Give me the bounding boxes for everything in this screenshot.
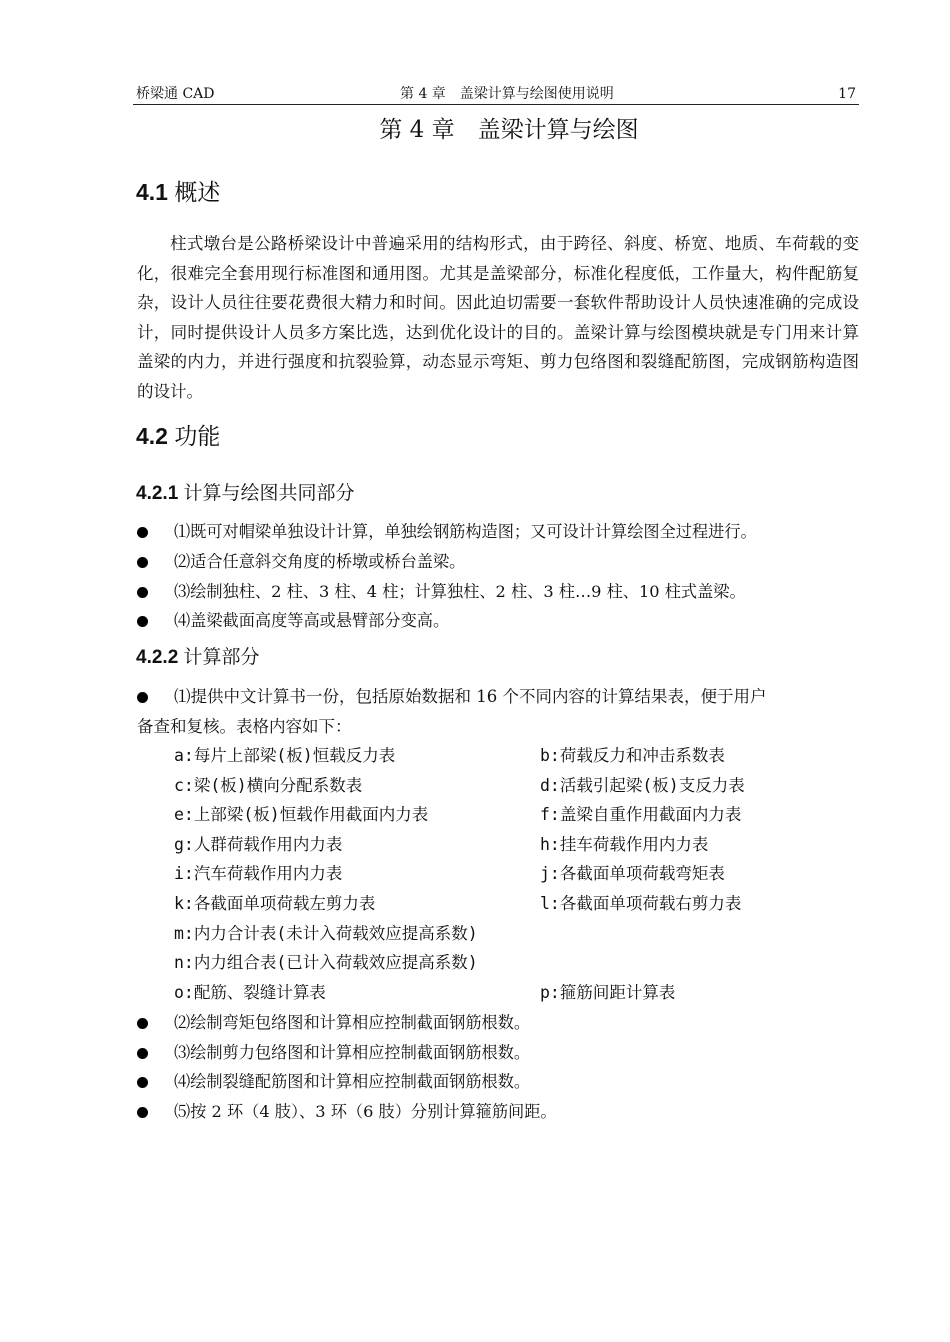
bullet-icon — [137, 587, 148, 598]
table-list-row — [174, 948, 874, 978]
list-item-text: ⑵适合任意斜交角度的桥墩或桥台盖梁。 — [174, 552, 466, 571]
bullet-icon — [137, 692, 148, 703]
section-number: 4.2 — [136, 423, 168, 449]
table-list-row — [174, 771, 874, 801]
section-number: 4.2.1 — [136, 483, 179, 504]
header-left: 桥梁通 CAD — [136, 86, 215, 102]
section-title: 功能 — [174, 423, 221, 449]
table-list-row — [174, 859, 874, 889]
table-entry: h:挂车荷载作用内力表 — [540, 834, 709, 854]
bullet-icon — [137, 1048, 148, 1059]
section-title: 计算部分 — [183, 647, 260, 668]
list-item-text: ⑴提供中文计算书一份，包括原始数据和 16 个不同内容的计算结果表，便于用户 — [174, 687, 767, 706]
table-entry: e:上部梁(板)恒载作用截面内力表 — [174, 805, 429, 825]
list-item-text-continued: 备查和复核。表格内容如下： — [137, 716, 352, 736]
table-list-row — [174, 978, 874, 1008]
bullet-icon — [137, 1077, 148, 1088]
table-entry: f:盖梁自重作用截面内力表 — [540, 805, 742, 825]
section-4-2-heading — [136, 421, 220, 451]
section-number: 4.2.2 — [136, 647, 179, 668]
section-title: 计算与绘图共同部分 — [183, 483, 355, 504]
page-header — [133, 84, 859, 105]
table-list-row — [174, 830, 874, 860]
list-item-text: ⑶绘制剪力包络图和计算相应控制截面钢筋根数。 — [174, 1043, 531, 1062]
table-entry: m:内力合计表(未计入荷载效应提高系数) — [174, 923, 478, 943]
table-entry: n:内力组合表(已计入荷载效应提高系数) — [174, 953, 478, 973]
section-number: 4.1 — [136, 179, 168, 205]
overview-paragraph: 柱式墩台是公路桥梁设计中普遍采用的结构形式，由于跨径、斜度、桥宽、地质、车荷载的变化，很难完全套用现行标准图和通用图。尤其是盖梁部分，标准化程度低，工作量大，构件配筋复杂，设计人员往往要花费很大精力和时间。因此迫切需要一套软件帮助设计人员快速准确的完成设计，同时提供设计人员多方案比选，达到优化设计的目的。盖梁计算与绘图模块就是专门用来计算盖梁的内力，并进行强度和抗裂验算，动态显示弯矩、剪力包络图和裂缝配筋图，完成钢筋构造图的设计。 — [137, 234, 859, 401]
list-item-text: ⑶绘制独柱、2 柱、3 柱、4 柱；计算独柱、2 柱、3 柱…9 柱、10 柱式盖梁。 — [174, 582, 746, 601]
bullet-icon — [137, 1107, 148, 1118]
section-4-1-heading — [136, 177, 220, 207]
table-entry: j:各截面单项荷载弯矩表 — [540, 864, 725, 884]
chapter-title: 第 4 章 盖梁计算与绘图 — [379, 117, 639, 143]
table-list-row — [174, 741, 874, 771]
bullet-icon — [137, 527, 148, 538]
section-4-2-2-heading — [136, 645, 260, 671]
section-4-2-1-heading — [136, 481, 355, 507]
table-list — [174, 741, 874, 1007]
bullet-icon — [137, 1018, 148, 1029]
bullet-icon — [137, 557, 148, 568]
table-entry: p:箍筋间距计算表 — [540, 982, 676, 1002]
table-entry: c:梁(板)横向分配系数表 — [174, 775, 363, 795]
list-item-text: ⑵绘制弯矩包络图和计算相应控制截面钢筋根数。 — [174, 1013, 531, 1032]
table-entry: g:人群荷载作用内力表 — [174, 834, 343, 854]
table-entry: a:每片上部梁(板)恒载反力表 — [174, 746, 396, 765]
table-entry: k:各截面单项荷载左剪力表 — [174, 893, 376, 913]
table-list-row — [174, 919, 874, 949]
table-entry: l:各截面单项荷载右剪力表 — [540, 893, 742, 913]
page-number: 17 — [838, 86, 856, 102]
table-entry: b:荷载反力和冲击系数表 — [540, 746, 725, 765]
bullet-icon — [137, 616, 148, 627]
section-title: 概述 — [174, 179, 221, 205]
table-entry: d:活载引起梁(板)支反力表 — [540, 775, 745, 795]
table-entry: i:汽车荷载作用内力表 — [174, 864, 343, 884]
list-item-text: ⑸按 2 环（4 肢）、3 环（6 肢）分别计算箍筋间距。 — [174, 1102, 557, 1121]
list-item-text: ⑴既可对帽梁单独设计计算，单独绘钢筋构造图；又可设计计算绘图全过程进行。 — [174, 522, 757, 541]
table-entry: o:配筋、裂缝计算表 — [174, 982, 326, 1002]
list-item-text: ⑷盖梁截面高度等高或悬臂部分变高。 — [174, 611, 450, 630]
table-list-row — [174, 800, 874, 830]
list-item-text: ⑷绘制裂缝配筋图和计算相应控制截面钢筋根数。 — [174, 1072, 531, 1091]
table-list-row — [174, 889, 874, 919]
header-center: 第 4 章 盖梁计算与绘图使用说明 — [400, 86, 614, 102]
